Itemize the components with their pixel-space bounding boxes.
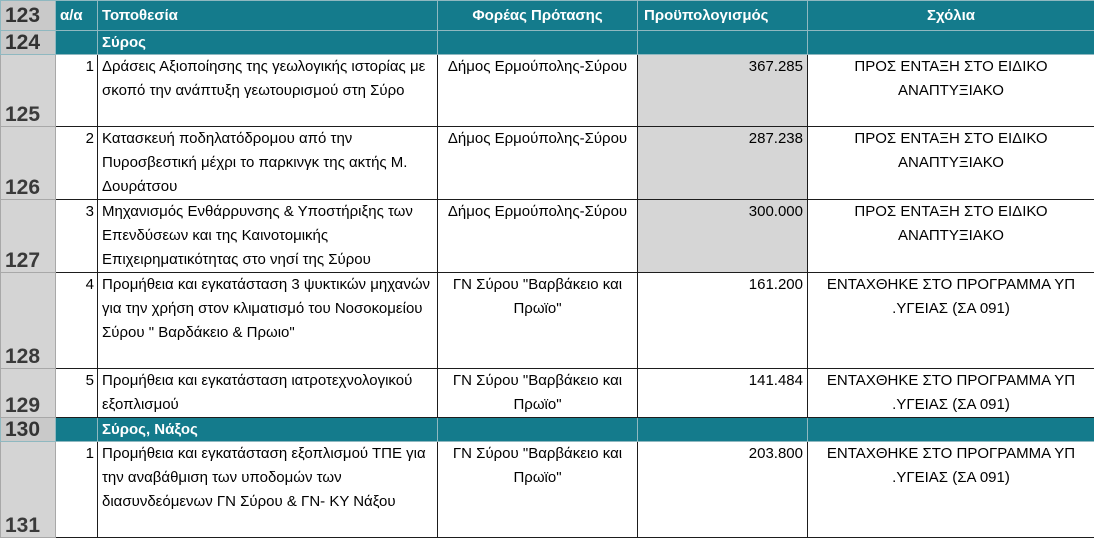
row-number[interactable]: 129 <box>1 369 56 418</box>
cell-sxolia[interactable]: ΕΝΤΑΧΘΗΚΕ ΣΤΟ ΠΡΟΓΡΑΜΜΑ ΥΠ .ΥΓΕΙΑΣ (ΣΑ 091) <box>808 273 1094 369</box>
cell-topothesia[interactable]: Προμήθεια και εγκατάσταση 3 ψυκτικών μηχανών για την χρήση στον κλιματισμό του Νοσοκομείου Σύρου " Βαρδάκειο & Πρωιο" <box>98 273 438 369</box>
cell-sxolia[interactable]: ΠΡΟΣ ΕΝΤΑΞΗ ΣΤΟ ΕΙΔΙΚΟ ΑΝΑΠΤΥΞΙΑΚΟ <box>808 200 1094 273</box>
section-row <box>1 31 1094 55</box>
row-number[interactable]: 127 <box>1 200 56 273</box>
header-aa[interactable]: α/α <box>56 1 98 31</box>
cell-aa[interactable]: 4 <box>56 273 98 369</box>
cell-foreas[interactable]: Δήμος Ερμούπολης-Σύρου <box>438 127 638 200</box>
section-empty-cell[interactable] <box>638 31 808 55</box>
section-title[interactable]: Σύρος <box>98 31 438 55</box>
header-foreas[interactable]: Φορέας Πρότασης <box>438 1 638 31</box>
section-row <box>1 418 1094 442</box>
cell-foreas[interactable]: Δήμος Ερμούπολης-Σύρου <box>438 200 638 273</box>
cell-proypologismos[interactable]: 203.800 <box>638 442 808 538</box>
cell-sxolia[interactable]: ΠΡΟΣ ΕΝΤΑΞΗ ΣΤΟ ΕΙΔΙΚΟ ΑΝΑΠΤΥΞΙΑΚΟ <box>808 55 1094 127</box>
row-number[interactable]: 130 <box>1 418 56 442</box>
row-number[interactable]: 124 <box>1 31 56 55</box>
section-title[interactable]: Σύρος, Νάξος <box>98 418 438 442</box>
header-row <box>1 1 1094 31</box>
header-topothesia[interactable]: Τοποθεσία <box>98 1 438 31</box>
cell-foreas[interactable]: ΓΝ Σύρου "Βαρβάκειο και Πρωϊο" <box>438 369 638 418</box>
cell-foreas[interactable]: ΓΝ Σύρου "Βαρβάκειο και Πρωϊο" <box>438 442 638 538</box>
cell-aa[interactable]: 5 <box>56 369 98 418</box>
cell-topothesia[interactable]: Δράσεις Αξιοποίησης της γεωλογικής ιστορίας με σκοπό την ανάπτυξη γεωτουρισμού στη Σύρο <box>98 55 438 127</box>
section-empty-cell[interactable] <box>438 31 638 55</box>
cell-proypologismos[interactable]: 367.285 <box>638 55 808 127</box>
table-row <box>1 200 1094 273</box>
row-number[interactable]: 126 <box>1 127 56 200</box>
section-empty-cell[interactable] <box>56 31 98 55</box>
cell-aa[interactable]: 1 <box>56 55 98 127</box>
cell-proypologismos[interactable]: 300.000 <box>638 200 808 273</box>
section-empty-cell[interactable] <box>56 418 98 442</box>
cell-proypologismos[interactable]: 141.484 <box>638 369 808 418</box>
section-empty-cell[interactable] <box>808 418 1094 442</box>
table-row <box>1 273 1094 369</box>
table-row <box>1 55 1094 127</box>
table-row <box>1 127 1094 200</box>
cell-proypologismos[interactable]: 287.238 <box>638 127 808 200</box>
cell-topothesia[interactable]: Μηχανισμός Ενθάρρυνσης & Υποστήριξης των Επενδύσεων και της Καινοτομικής Επιχειρηματικότητας στο νησί της Σύρου <box>98 200 438 273</box>
header-sxolia[interactable]: Σχόλια <box>808 1 1094 31</box>
cell-topothesia[interactable]: Προμήθεια και εγκατάσταση εξοπλισμού ΤΠΕ για την αναβάθμιση των υποδομών των διασυνδεόμενων ΓΝ Σύρου & ΓΝ- ΚΥ Νάξου <box>98 442 438 538</box>
cell-sxolia[interactable]: ΕΝΤΑΧΘΗΚΕ ΣΤΟ ΠΡΟΓΡΑΜΜΑ ΥΠ .ΥΓΕΙΑΣ (ΣΑ 091) <box>808 442 1094 538</box>
cell-sxolia[interactable]: ΕΝΤΑΧΘΗΚΕ ΣΤΟ ΠΡΟΓΡΑΜΜΑ ΥΠ .ΥΓΕΙΑΣ (ΣΑ 091) <box>808 369 1094 418</box>
row-number[interactable]: 123 <box>1 1 56 31</box>
table-row <box>1 442 1094 538</box>
section-empty-cell[interactable] <box>808 31 1094 55</box>
cell-foreas[interactable]: ΓΝ Σύρου "Βαρβάκειο και Πρωϊο" <box>438 273 638 369</box>
cell-proypologismos[interactable]: 161.200 <box>638 273 808 369</box>
cell-topothesia[interactable]: Προμήθεια και εγκατάσταση ιατροτεχνολογικού εξοπλισμού <box>98 369 438 418</box>
cell-aa[interactable]: 3 <box>56 200 98 273</box>
cell-sxolia[interactable]: ΠΡΟΣ ΕΝΤΑΞΗ ΣΤΟ ΕΙΔΙΚΟ ΑΝΑΠΤΥΞΙΑΚΟ <box>808 127 1094 200</box>
row-number[interactable]: 128 <box>1 273 56 369</box>
header-proypologismos[interactable]: Προϋπολογισμός <box>638 1 808 31</box>
section-empty-cell[interactable] <box>438 418 638 442</box>
table-row <box>1 369 1094 418</box>
cell-aa[interactable]: 1 <box>56 442 98 538</box>
row-number[interactable]: 125 <box>1 55 56 127</box>
row-number[interactable]: 131 <box>1 442 56 538</box>
section-empty-cell[interactable] <box>638 418 808 442</box>
cell-foreas[interactable]: Δήμος Ερμούπολης-Σύρου <box>438 55 638 127</box>
cell-topothesia[interactable]: Κατασκευή ποδηλατόδρομου από την Πυροσβεστική μέχρι το παρκινγκ της ακτής Μ. Δουράτσου <box>98 127 438 200</box>
cell-aa[interactable]: 2 <box>56 127 98 200</box>
